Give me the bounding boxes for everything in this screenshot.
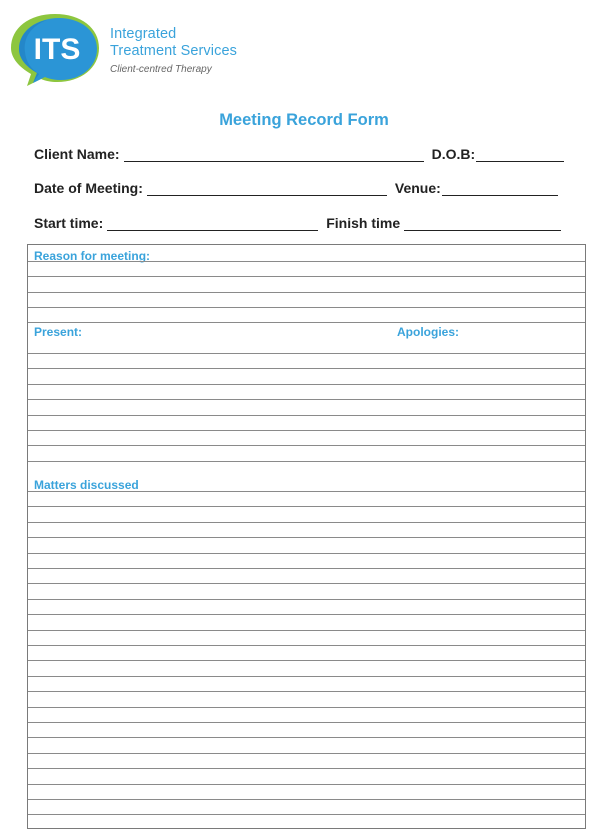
- writing-line[interactable]: [28, 645, 585, 646]
- form-title: Meeting Record Form: [219, 111, 389, 129]
- client-name-line[interactable]: [124, 147, 424, 162]
- start-time-line[interactable]: [107, 216, 318, 231]
- writing-line[interactable]: [28, 445, 585, 446]
- writing-line[interactable]: [28, 676, 585, 677]
- finish-time-line[interactable]: [404, 216, 561, 231]
- reason-label: Reason for meeting:: [34, 249, 151, 263]
- writing-line[interactable]: [28, 276, 585, 277]
- writing-line[interactable]: [28, 614, 585, 615]
- writing-line[interactable]: [28, 522, 585, 523]
- field-row-time: [34, 215, 574, 231]
- writing-line[interactable]: [28, 491, 585, 492]
- writing-line[interactable]: [28, 753, 585, 754]
- writing-line[interactable]: [28, 415, 585, 416]
- writing-line[interactable]: [28, 768, 585, 769]
- logo-line-1: Integrated: [110, 26, 177, 42]
- present-label: Present:: [34, 325, 83, 339]
- client-name-label: Client Name:: [34, 146, 120, 162]
- writing-line[interactable]: [28, 630, 585, 631]
- date-of-meeting-label: Date of Meeting:: [34, 180, 143, 196]
- writing-line[interactable]: [28, 814, 585, 815]
- writing-line[interactable]: [28, 399, 585, 400]
- writing-line[interactable]: [28, 599, 585, 600]
- logo-line-2: Treatment Services: [110, 43, 237, 59]
- writing-line[interactable]: [28, 322, 585, 323]
- writing-line[interactable]: [28, 553, 585, 554]
- writing-line[interactable]: [28, 384, 585, 385]
- its-logo-mark-icon: [9, 12, 101, 88]
- writing-line[interactable]: [28, 799, 585, 800]
- dob-label: D.O.B:: [431, 146, 476, 162]
- writing-line[interactable]: [28, 353, 585, 354]
- writing-line[interactable]: [28, 707, 585, 708]
- writing-line[interactable]: [28, 261, 585, 262]
- writing-line[interactable]: [28, 461, 585, 462]
- writing-line[interactable]: [28, 568, 585, 569]
- company-logo: [9, 12, 249, 88]
- apologies-label: Apologies:: [397, 325, 459, 339]
- logo-text: [110, 26, 237, 78]
- writing-line[interactable]: [28, 691, 585, 692]
- date-of-meeting-line[interactable]: [147, 181, 387, 196]
- writing-line[interactable]: [28, 307, 585, 308]
- field-row-meeting: [34, 180, 574, 196]
- writing-line[interactable]: [28, 430, 585, 431]
- writing-line[interactable]: [28, 737, 585, 738]
- field-row-client: [34, 146, 574, 162]
- start-time-label: Start time:: [34, 215, 104, 231]
- logo-tagline: Client-centred Therapy: [110, 64, 212, 75]
- writing-line[interactable]: [28, 784, 585, 785]
- writing-line[interactable]: [28, 583, 585, 584]
- dob-line[interactable]: [476, 147, 564, 162]
- venue-label: Venue:: [394, 180, 441, 196]
- venue-line[interactable]: [442, 181, 558, 196]
- writing-line[interactable]: [28, 660, 585, 661]
- writing-line[interactable]: [28, 722, 585, 723]
- logo-mark-text: ITS: [33, 33, 81, 66]
- meeting-record-box: [27, 244, 586, 829]
- writing-line[interactable]: [28, 368, 585, 369]
- writing-line[interactable]: [28, 292, 585, 293]
- matters-discussed-label: Matters discussed: [34, 478, 139, 492]
- writing-line[interactable]: [28, 506, 585, 507]
- finish-time-label: Finish time: [326, 215, 401, 231]
- writing-line[interactable]: [28, 537, 585, 538]
